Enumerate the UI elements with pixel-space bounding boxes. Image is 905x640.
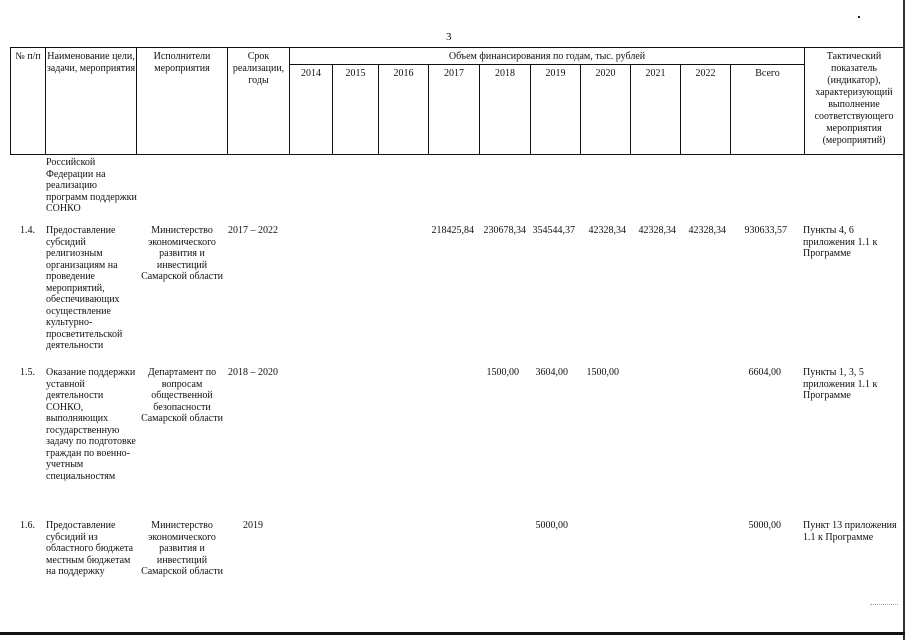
row-num: 1.5. bbox=[20, 367, 35, 378]
header-year-2014: 2014 bbox=[290, 65, 333, 155]
header-year-2021: 2021 bbox=[631, 65, 681, 155]
header-year-2019: 2019 bbox=[531, 65, 581, 155]
row-value-2019: 3604,00 bbox=[535, 367, 568, 378]
header-indicator: Тактический показатель (индикатор), характеризующий выполнение соответствующего мероприятия (мероприятий) bbox=[805, 48, 904, 155]
row-value-2020: 42328,34 bbox=[588, 225, 626, 236]
row-indicator: Пункты 4, 6 приложения 1.1 к Программе bbox=[803, 225, 878, 259]
row-num: 1.6. bbox=[20, 520, 35, 531]
row-total: 6604,00 bbox=[748, 367, 781, 378]
row-indicator: Пункты 1, 3, 5 приложения 1.1 к Программе bbox=[803, 367, 878, 401]
continuation-text: Российской Федерации на реализацию программ поддержки СОНКО bbox=[46, 157, 137, 214]
row-period: 2019 bbox=[243, 520, 263, 531]
row-executor: Министерство экономического развития и инвестиций Самарской области bbox=[141, 520, 223, 577]
row-value-2022: 42328,34 bbox=[688, 225, 726, 236]
row-name: Предоставление субсидий из областного бюджета местным бюджетам на поддержку bbox=[46, 520, 134, 577]
row-total: 930633,57 bbox=[744, 225, 787, 236]
header-year-2020: 2020 bbox=[581, 65, 631, 155]
scan-edge-bottom bbox=[0, 632, 905, 635]
header-executors: Исполнители мероприятия bbox=[137, 48, 228, 155]
header-funding: Объем финансирования по годам, тыс. рублей bbox=[290, 48, 805, 65]
header-year-2015: 2015 bbox=[333, 65, 379, 155]
row-value-2020: 1500,00 bbox=[586, 367, 619, 378]
row-value-2018: 1500,00 bbox=[486, 367, 519, 378]
header-year-2017: 2017 bbox=[429, 65, 480, 155]
row-value-2021: 42328,34 bbox=[638, 225, 676, 236]
row-value-2018: 230678,34 bbox=[483, 225, 526, 236]
row-name: Оказание поддержки уставной деятельности СОНКО, выполняющих государственную задачу по подготовке граждан по военно-учетным специальностям bbox=[46, 367, 136, 482]
row-value-2019: 354544,37 bbox=[532, 225, 575, 236]
row-value-2017: 218425,84 bbox=[431, 225, 474, 236]
scan-mark bbox=[870, 604, 898, 606]
row-name: Предоставление субсидий религиозным организациям на проведение мероприятий, обеспечивающих осуществление культурно-просветительской деятельности bbox=[46, 225, 123, 351]
row-num: 1.4. bbox=[20, 225, 35, 236]
header-year-2016: 2016 bbox=[379, 65, 429, 155]
row-indicator: Пункт 13 приложения 1.1 к Программе bbox=[803, 520, 897, 543]
header-num: № п/п bbox=[11, 48, 46, 155]
row-executor: Департамент по вопросам общественной безопасности Самарской области bbox=[141, 367, 223, 424]
header-period: Срок реализации, годы bbox=[228, 48, 290, 155]
header-name: Наименование цели, задачи, мероприятия bbox=[46, 48, 137, 155]
row-value-2019: 5000,00 bbox=[535, 520, 568, 531]
row-total: 5000,00 bbox=[748, 520, 781, 531]
page-number: 3 bbox=[446, 31, 452, 43]
row-period: 2018 – 2020 bbox=[228, 367, 278, 378]
header-year-2018: 2018 bbox=[480, 65, 531, 155]
funding-table-header bbox=[10, 47, 904, 155]
scan-speck bbox=[858, 16, 860, 18]
header-year-2022: 2022 bbox=[681, 65, 731, 155]
row-executor: Министерство экономического развития и инвестиций Самарской области bbox=[141, 225, 223, 282]
header-total: Всего bbox=[731, 65, 805, 155]
row-period: 2017 – 2022 bbox=[228, 225, 278, 236]
